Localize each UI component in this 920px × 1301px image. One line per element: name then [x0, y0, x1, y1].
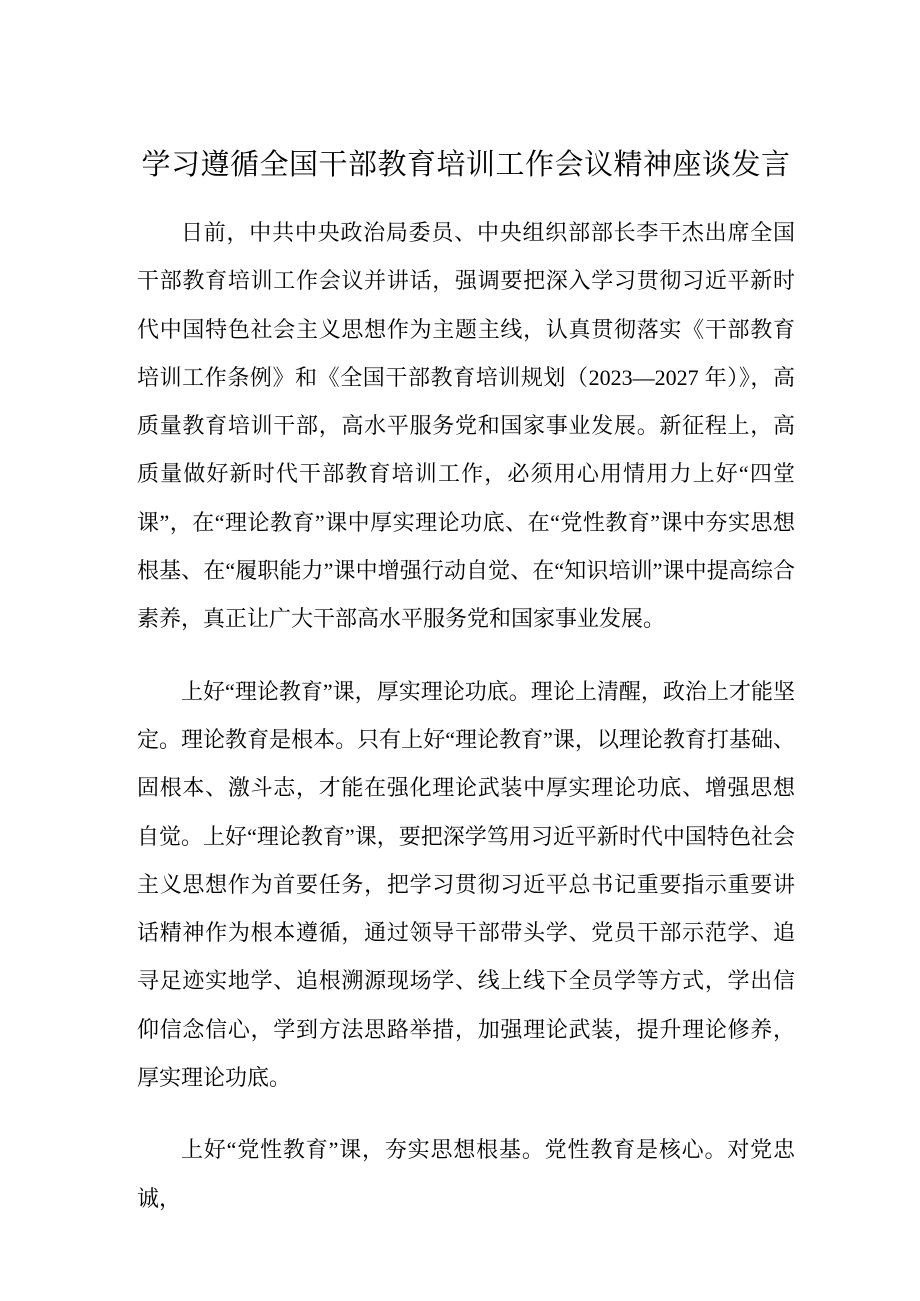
paragraph-theory-education: 上好“理论教育”课，厚实理论功底。理论上清醒，政治上才能坚定。理论教育是根本。只有上好“理论教育”课，以理论教育打基础、固根本、激斗志，才能在强化理论武装中厚实理论功底、增强思想自觉。上好“理论教育”课，要把深学笃用习近平新时代中国特色社会主义思想作为首要任务，把学习贯彻习近平总书记重要指示重要讲话精神作为根本遵循，通过领导干部带头学、党员干部示范学、追寻足迹实地学、追根溯源现场学、线上线下全员学等方式，学出信仰信念信心，学到方法思路举措，加强理论武装，提升理论修养，厚实理论功底。 — [137, 678, 795, 1091]
paragraph-party-spirit-education: 上好“党性教育”课，夯实思想根基。党性教育是核心。对党忠诚， — [137, 1137, 795, 1211]
document-title: 学习遵循全国干部教育培训工作会议精神座谈发言 — [141, 149, 791, 181]
paragraph-intro: 日前，中共中央政治局委员、中央组织部部长李干杰出席全国干部教育培训工作会议并讲话，强调要把深入学习贯彻习近平新时代中国特色社会主义思想作为主题主线，认真贯彻落实《干部教育培训工作条例》和《全国干部教育培训规划（2023—2027 年）》，高质量教育培训干部，高水平服务党和国家事业发展。新征程上，高质量做好新时代干部教育培训工作，必须用心用情用力上好“四堂课”，在“理论教育”课中厚实理论功底、在“党性教育”课中夯实思想根基、在“履职能力”课中增强行动自觉、在“知识培训”课中提高综合素养，真正让广大干部高水平服务党和国家事业发展。 — [137, 220, 795, 632]
